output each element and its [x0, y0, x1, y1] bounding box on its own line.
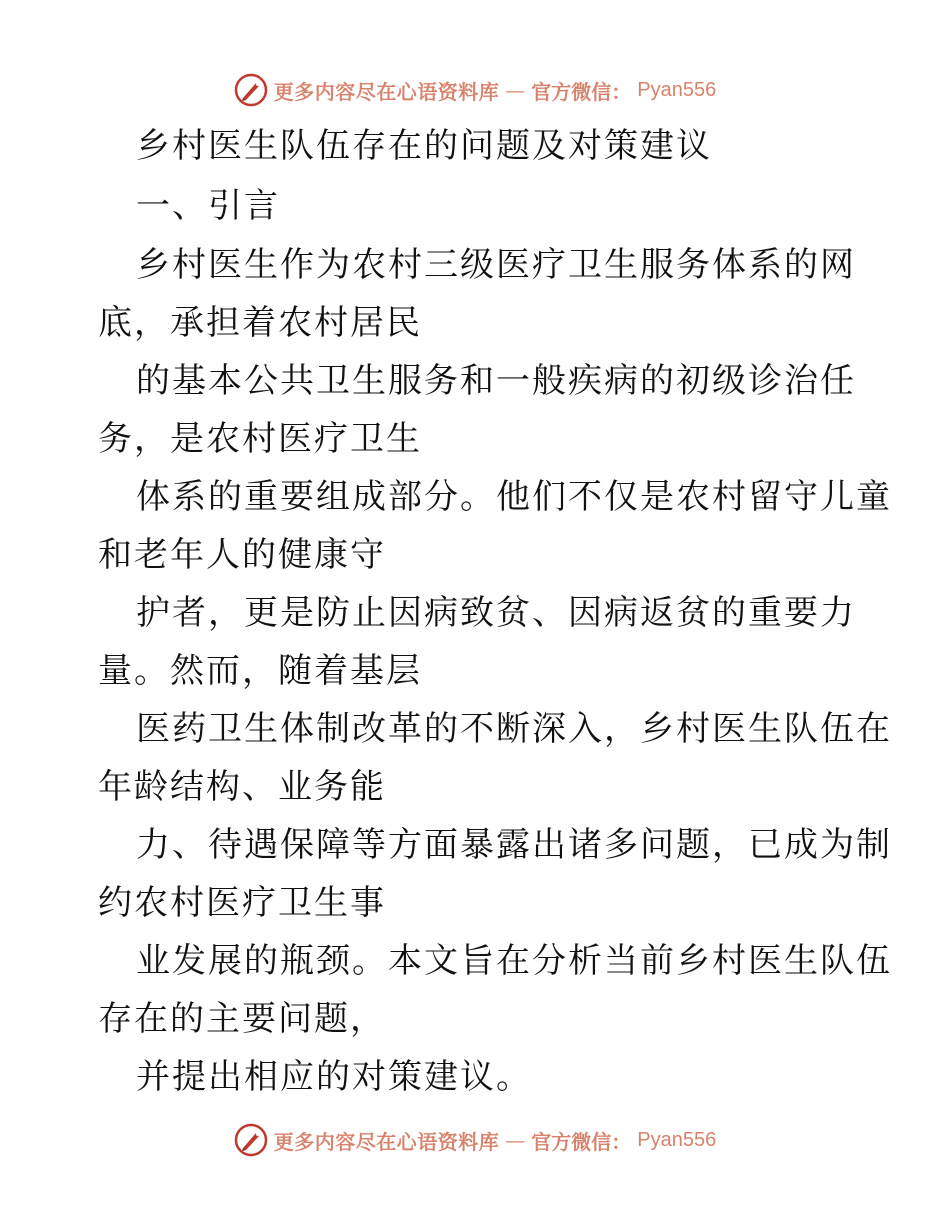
footer-watermark: [0, 1120, 950, 1160]
watermark-wechat-id: Pyan556: [637, 78, 717, 101]
paragraph-line: 并提出相应的对策建议。: [136, 1057, 532, 1097]
paragraph-line: 务，是农村医疗卫生: [98, 419, 422, 459]
paragraph-line: 量。然而，随着基层: [98, 651, 422, 691]
watermark-wechat-label: 官方微信：: [531, 79, 632, 104]
watermark-wechat-label: 官方微信：: [531, 1129, 632, 1154]
section-heading: 一、引言: [136, 186, 280, 226]
watermark-site-text: 更多内容尽在心语资料库: [273, 79, 500, 104]
document-title: 乡村医生队伍存在的问题及对策建议: [136, 126, 712, 166]
watermark-separator: —: [505, 78, 526, 102]
paragraph-line: 护者，更是防止因病致贫、因病返贫的重要力: [136, 593, 856, 633]
paragraph-line: 乡村医生作为农村三级医疗卫生服务体系的网: [136, 245, 856, 285]
paragraph-line: 业发展的瓶颈。本文旨在分析当前乡村医生队伍: [136, 941, 892, 981]
paragraph-line: 底，承担着农村居民: [98, 303, 422, 343]
paragraph-line: 的基本公共卫生服务和一般疾病的初级诊治任: [136, 361, 856, 401]
pen-logo-icon: [234, 73, 268, 107]
paragraph-line: 和老年人的健康守: [98, 535, 386, 575]
watermark-wechat-id: Pyan556: [637, 1128, 717, 1151]
paragraph-line: 年龄结构、业务能: [98, 767, 386, 807]
paragraph-line: 约农村医疗卫生事: [98, 883, 386, 923]
watermark-separator: —: [505, 1128, 526, 1152]
paragraph-line: 存在的主要问题，: [98, 999, 386, 1039]
paragraph-line: 医药卫生体制改革的不断深入，乡村医生队伍在: [136, 709, 892, 749]
watermark-site-text: 更多内容尽在心语资料库: [273, 1129, 500, 1154]
header-watermark: [0, 70, 950, 110]
paragraph-line: 体系的重要组成部分。他们不仅是农村留守儿童: [136, 477, 892, 517]
pen-logo-icon: [234, 1123, 268, 1157]
paragraph-line: 力、待遇保障等方面暴露出诸多问题，已成为制: [136, 825, 892, 865]
